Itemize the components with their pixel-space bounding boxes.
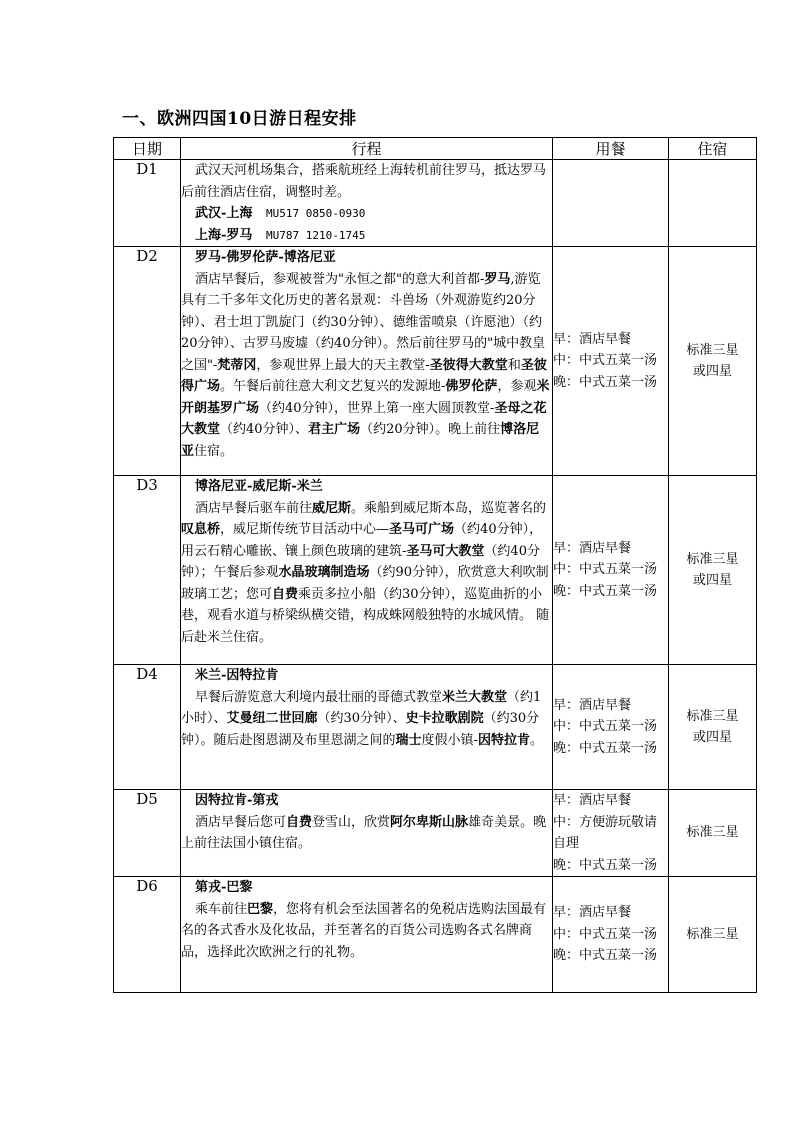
hotel-cell xyxy=(669,160,757,247)
itinerary-description: 酒店早餐后您可自费登雪山，欣赏阿尔卑斯山脉雄奇美景。晚上前往法国小镇住宿。 xyxy=(181,814,547,851)
meals-cell xyxy=(553,790,669,877)
table-row xyxy=(114,247,757,476)
meals-cell xyxy=(553,160,669,247)
hotel-standard: 标准三星 xyxy=(686,926,739,942)
day-label: D2 xyxy=(114,247,181,476)
itinerary-cell xyxy=(181,476,553,665)
table-row xyxy=(114,877,757,993)
itinerary-cell xyxy=(181,665,553,790)
flight-line xyxy=(181,225,552,247)
table-row xyxy=(114,476,757,665)
itinerary-cell xyxy=(181,160,553,247)
itinerary-table xyxy=(113,137,757,993)
meals-cell xyxy=(553,247,669,476)
flight-code: MU787 1210-1745 xyxy=(265,228,366,242)
flight-line xyxy=(181,203,552,225)
meal-lunch: 中：中式五菜一汤 xyxy=(553,719,658,735)
meals-cell xyxy=(553,877,669,993)
meal-lunch: 中：中式五菜一汤 xyxy=(553,562,658,578)
hotel-standard: 标准三星 xyxy=(686,342,739,358)
meal-dinner: 晚：中式五菜一汤 xyxy=(553,948,658,964)
route-title: 罗马-佛罗伦萨-博洛尼亚 xyxy=(195,250,336,265)
meal-breakfast: 早：酒店早餐 xyxy=(553,540,632,556)
table-header-row xyxy=(114,138,757,160)
meal-breakfast: 早：酒店早餐 xyxy=(553,697,632,713)
header-meals: 用餐 xyxy=(553,138,669,160)
header-hotel: 住宿 xyxy=(669,138,757,160)
table-row xyxy=(114,790,757,877)
day-label: D3 xyxy=(114,476,181,665)
itinerary-cell xyxy=(181,877,553,993)
hotel-alternative: 或四星 xyxy=(692,364,732,379)
hotel-alternative: 或四星 xyxy=(692,573,732,588)
meal-dinner: 晚：中式五菜一汤 xyxy=(553,374,658,390)
meal-dinner: 晚：中式五菜一汤 xyxy=(553,583,658,599)
day-label: D4 xyxy=(114,665,181,790)
meals-cell xyxy=(553,665,669,790)
flight-route: 武汉-上海 xyxy=(195,206,253,221)
route-title: 因特拉肯-第戎 xyxy=(195,793,279,808)
hotel-cell xyxy=(669,790,757,877)
header-day: 日期 xyxy=(114,138,181,160)
hotel-cell xyxy=(669,877,757,993)
hotel-cell xyxy=(669,247,757,476)
hotel-standard: 标准三星 xyxy=(686,708,739,724)
day-label: D1 xyxy=(114,160,181,247)
table-row xyxy=(114,665,757,790)
hotel-alternative: 或四星 xyxy=(692,730,732,745)
meal-breakfast: 早：酒店早餐 xyxy=(553,331,632,347)
day-label: D5 xyxy=(114,790,181,877)
meal-lunch: 中：中式五菜一汤 xyxy=(553,926,658,942)
meal-dinner: 晚：中式五菜一汤 xyxy=(553,857,658,873)
meal-lunch: 中：方便游玩敬请自理 xyxy=(553,814,658,851)
hotel-standard: 标准三星 xyxy=(686,825,739,841)
route-title: 第戎-巴黎 xyxy=(195,880,253,895)
meal-dinner: 晚：中式五菜一汤 xyxy=(553,740,658,756)
hotel-standard: 标准三星 xyxy=(686,551,739,567)
flight-code: MU517 0850-0930 xyxy=(265,207,366,220)
itinerary-description: 早餐后游览意大利境内最壮丽的哥德式教堂米兰大教堂（约1小时）、艾曼纽二世回廊（约30分钟）、史卡拉歌剧院（约30分钟）。随后赴图恩湖及布里恩湖之间的瑞士度假小镇-因特拉肯。 xyxy=(181,689,543,748)
hotel-cell xyxy=(669,665,757,790)
meal-breakfast: 早：酒店早餐 xyxy=(553,905,632,921)
meal-breakfast: 早：酒店早餐 xyxy=(553,793,632,808)
hotel-cell xyxy=(669,476,757,665)
table-row xyxy=(114,160,757,247)
meal-lunch: 中：中式五菜一汤 xyxy=(553,353,658,369)
itinerary-cell xyxy=(181,790,553,877)
meals-cell xyxy=(553,476,669,665)
itinerary-description: 酒店早餐后，参观被誉为"永恒之都"的意大利首都-罗马,游览具有二千多年文化历史的著名景观：斗兽场（外观游览约20分钟）、君士坦丁凯旋门（约30分钟）、德维雷喷泉（许愿池）（约20分钟）、古罗马废墟（约40分钟）。然后前往罗马的"城中教皇之国"-梵蒂冈，参观世界上最大的天主教堂-圣彼得大教堂和圣彼得广场。午餐后前往意大利文艺复兴的发源地-佛罗伦萨，参观米开朗基罗广场（约40分钟），世界上第一座大圆顶教堂-圣母之花大教堂（约40分钟）、君主广场（约20分钟）。晚上前往博洛尼亚住宿。 xyxy=(181,271,550,459)
itinerary-description: 酒店早餐后驱车前往威尼斯。乘船到威尼斯本岛，巡览著名的叹息桥，威尼斯传统节目活动中心—圣马可广场（约40分钟），用云石精心雕嵌、镶上颜色玻璃的建筑-圣马可大教堂（约40分钟）；午餐后参观水晶玻璃制造场（约90分钟），欣赏意大利吹制玻璃工艺；您可自费乘贡多拉小船（约30分钟），巡览曲折的小巷，观看水道与桥梁纵横交错，构成蛛网般独特的水城风情。 随后赴米兰住宿。 xyxy=(181,500,550,645)
day-label: D6 xyxy=(114,877,181,993)
itinerary-description: 武汉天河机场集合，搭乘航班经上海转机前往罗马，抵达罗马后前往酒店住宿，调整时差。 xyxy=(181,163,547,200)
header-itinerary: 行程 xyxy=(181,138,553,160)
itinerary-description: 乘车前往巴黎，您将有机会至法国著名的免税店选购法国最有名的各式香水及化妆品，并至著名的百货公司选购各式名牌商品，选择此次欧洲之行的礼物。 xyxy=(181,901,547,960)
page-title: 一、欧洲四国10日游日程安排 xyxy=(122,109,357,129)
itinerary-cell xyxy=(181,247,553,476)
route-title: 米兰-因特拉肯 xyxy=(195,668,279,683)
route-title: 博洛尼亚-威尼斯-米兰 xyxy=(195,479,323,494)
flight-route: 上海-罗马 xyxy=(195,227,253,243)
